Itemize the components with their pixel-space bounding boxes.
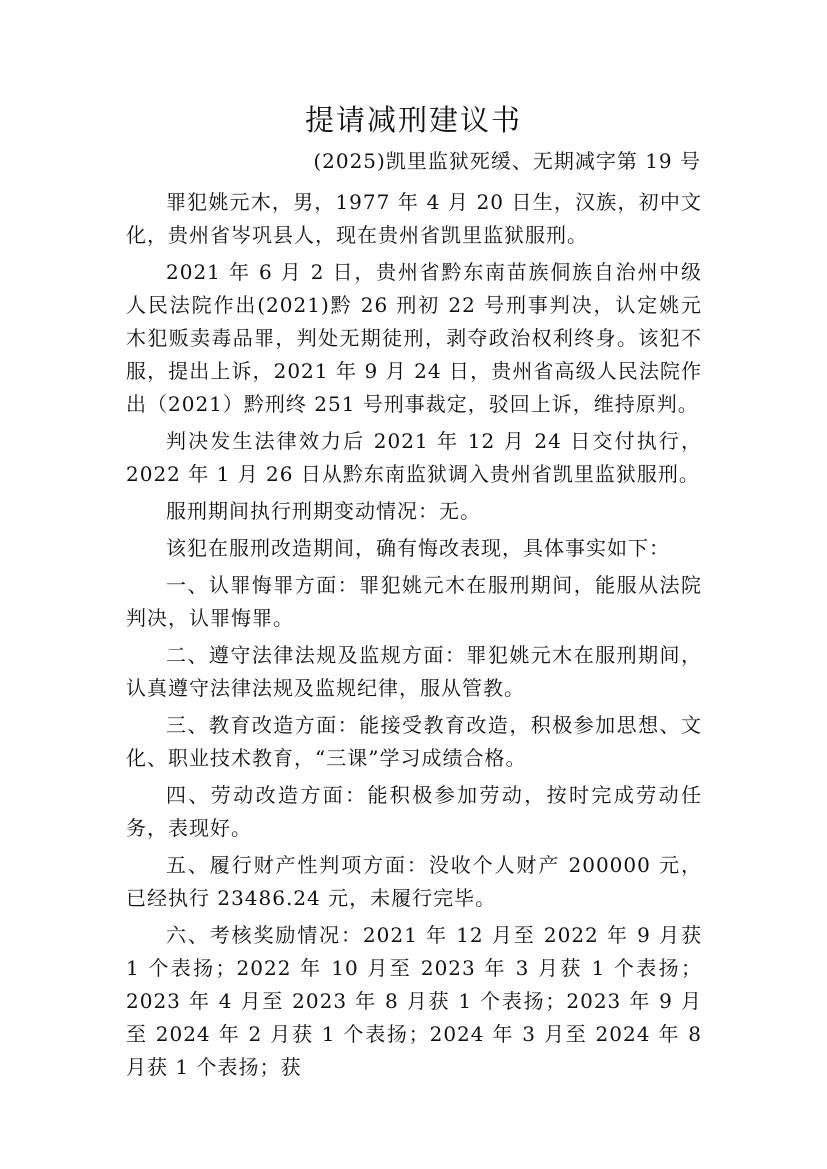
paragraph-confession: 一、认罪悔罪方面：罪犯姚元木在服刑期间，能服从法院判决，认罪悔罪。 — [126, 573, 702, 630]
paragraph-judgment: 2021 年 6 月 2 日，贵州省黔东南苗族侗族自治州中级人民法院作出(2021)黔 26 刑初 22 号刑事判决，认定姚元木犯贩卖毒品罪，判处无期徒刑，剥夺政治权利终身。该犯不服，提出上诉，2021 年 9 月 24 日，贵州省高级人民法院作出（2021）黔刑终 251 号刑事裁定，驳回上诉，维持原判。 — [126, 260, 702, 416]
paragraph-execution: 判决发生法律效力后 2021 年 12 月 24 日交付执行，2022 年 1 月 26 日从黔东南监狱调入贵州省凯里监狱服刑。 — [126, 429, 702, 486]
paragraph-rewards: 六、考核奖励情况：2021 年 12 月至 2022 年 9 月获 1 个表扬；2022 年 10 月至 2023 年 3 月获 1 个表扬；2023 年 4 月至 2023 年 8 月获 1 个表扬；2023 年 9 月至 2024 年 2 月获 1 个表扬；2024 年 3 月至 2024 年 8 月获 1 个表扬；获 — [126, 923, 702, 1079]
paragraph-repentance-intro: 该犯在服刑改造期间，确有悔改表现，具体事实如下： — [166, 536, 670, 560]
document-number: (2025)凯里监狱死缓、无期减字第 19 号 — [313, 149, 701, 173]
document-title: 提请减刑建议书 — [304, 103, 522, 137]
paragraph-sentence-change: 服刑期间执行刑期变动情况：无。 — [166, 499, 481, 523]
document-body — [126, 186, 702, 1088]
paragraph-property: 五、履行财产性判项方面：没收个人财产 200000 元，已经执行 23486.24 元，未履行完毕。 — [126, 853, 702, 910]
paragraph-discipline: 二、遵守法律法规及监规方面：罪犯姚元木在服刑期间，认真遵守法律法规及监规纪律，服从管教。 — [126, 643, 702, 700]
paragraph-offender-info: 罪犯姚元木，男，1977 年 4 月 20 日生，汉族，初中文化，贵州省岑巩县人，现在贵州省凯里监狱服刑。 — [126, 190, 702, 247]
paragraph-education: 三、教育改造方面：能接受教育改造，积极参加思想、文化、职业技术教育，“三课”学习成绩合格。 — [126, 713, 702, 770]
paragraph-labor: 四、劳动改造方面：能积极参加劳动，按时完成劳动任务，表现好。 — [126, 783, 702, 840]
